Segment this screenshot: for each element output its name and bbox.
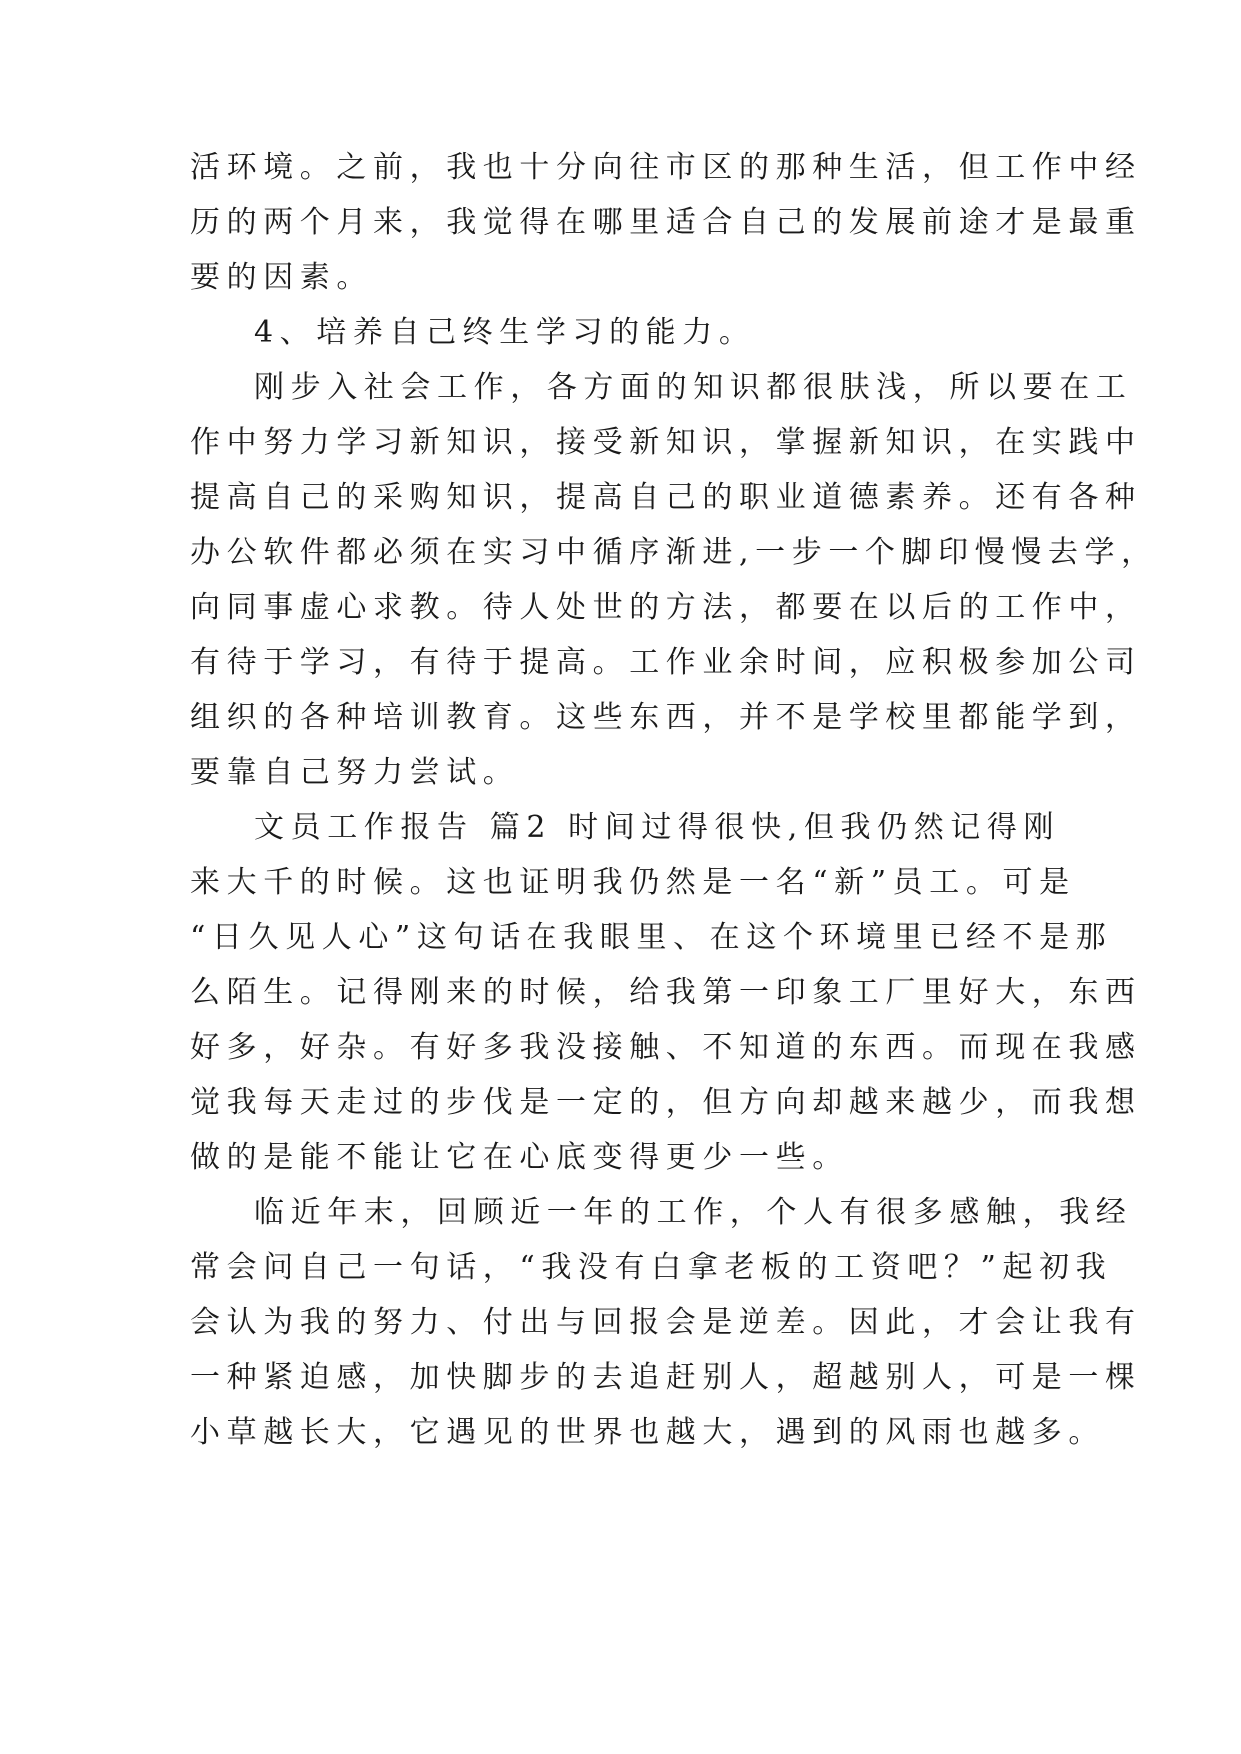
text-line-12: 要靠自己努力尝试。 [190,755,520,790]
text-line-5: 刚步入社会工作，各方面的知识都很肤浅，所以要在工 [254,370,1133,405]
text-line-23: 一种紧迫感，加快脚步的去追赶别人，超越别人，可是一棵 [190,1360,1142,1395]
text-line-16: 么陌生。记得刚来的时候，给我第一印象工厂里好大，东西 [190,975,1142,1010]
text-line-18: 觉我每天走过的步伐是一定的，但方向却越来越少，而我想 [190,1085,1142,1120]
text-line-10: 有待于学习，有待于提高。工作业余时间，应积极参加公司 [190,645,1142,680]
report-title-line: 文员工作报告 篇2 时间过得很快,但我仍然记得刚 [254,810,1061,845]
text-line-1: 活环境。之前，我也十分向往市区的那种生活，但工作中经 [190,150,1142,185]
text-line-8: 办公软件都必须在实习中循序渐进,一步一个脚印慢慢去学， [190,535,1158,570]
text-line-11: 组织的各种培训教育。这些东西，并不是学校里都能学到， [190,700,1142,735]
text-line-21: 常会问自己一句话，“我没有白拿老板的工资吧？”起初我 [190,1250,1113,1285]
text-line-9: 向同事虚心求教。待人处世的方法，都要在以后的工作中， [190,590,1142,625]
text-line-7: 提高自己的采购知识，提高自己的职业道德素养。还有各种 [190,480,1142,515]
text-line-14: 来大千的时候。这也证明我仍然是一名“新”员工。可是 [190,865,1076,900]
text-line-17: 好多，好杂。有好多我没接触、不知道的东西。而现在我感 [190,1030,1142,1065]
text-line-24: 小草越长大，它遇见的世界也越大，遇到的风雨也越多。 [190,1415,1105,1450]
text-line-19: 做的是能不能让它在心底变得更少一些。 [190,1140,849,1175]
text-line-2: 历的两个月来，我觉得在哪里适合自己的发展前途才是最重 [190,205,1142,240]
section-heading: 4、培养自己终生学习的能力。 [254,315,756,350]
text-line-20: 临近年末，回顾近一年的工作，个人有很多感触，我经 [254,1195,1133,1230]
text-line-6: 作中努力学习新知识，接受新知识，掌握新知识，在实践中 [190,425,1142,460]
text-line-3: 要的因素。 [190,260,373,295]
text-line-22: 会认为我的努力、付出与回报会是逆差。因此，才会让我有 [190,1305,1142,1340]
text-line-15: “日久见人心”这句话在我眼里、在这个环境里已经不是那 [190,920,1113,955]
